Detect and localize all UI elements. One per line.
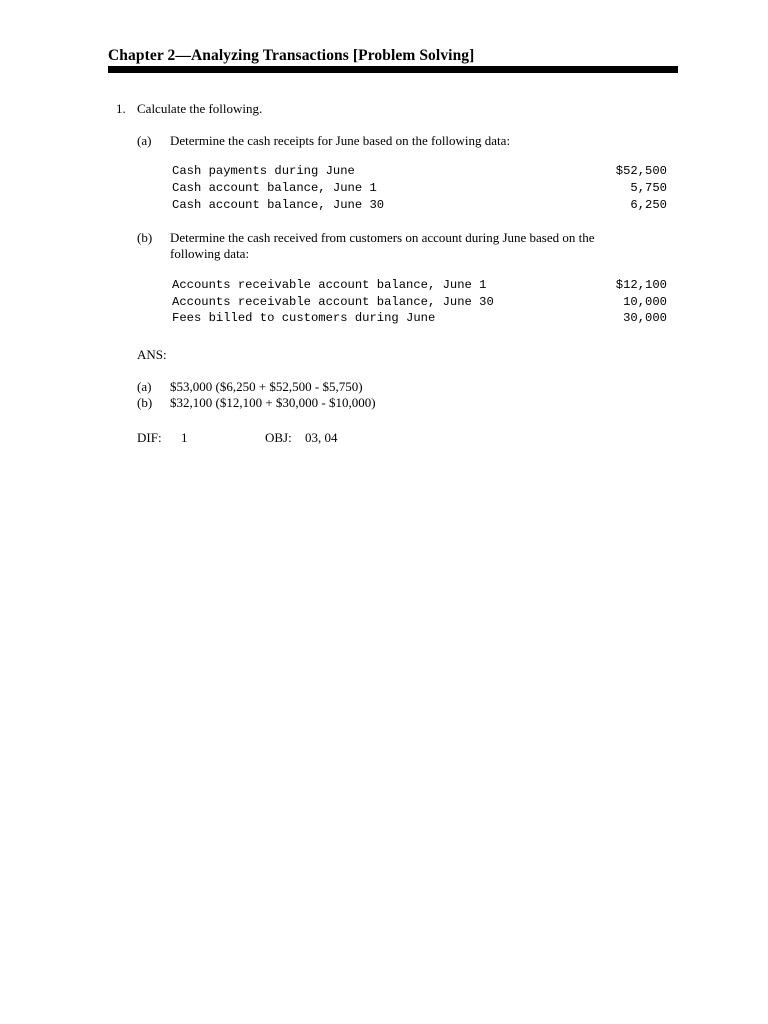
- answer-label: ANS:: [137, 347, 167, 362]
- answer-a-text: $53,000 ($6,250 + $52,500 - $5,750): [170, 379, 363, 394]
- part-b-text-line2: following data:: [170, 246, 250, 261]
- answer-b-text: $32,100 ($12,100 + $30,000 - $10,000): [170, 395, 376, 410]
- part-a-text: Determine the cash receipts for June based on the following data:: [170, 133, 511, 148]
- part-b-label: (b): [137, 230, 153, 245]
- part-b-row-amount: $12,100: [615, 278, 667, 292]
- dif-label: DIF:: [137, 430, 162, 445]
- part-a-row-amount: 6,250: [630, 198, 667, 212]
- answer-a-label: (a): [137, 379, 152, 394]
- part-b-row-amount: 30,000: [623, 311, 667, 325]
- obj-label: OBJ:: [265, 430, 292, 445]
- part-a-row-amount: 5,750: [630, 181, 667, 195]
- part-b-row-desc: Fees billed to customers during June: [172, 311, 436, 325]
- part-a-label: (a): [137, 133, 152, 148]
- question-number: 1.: [116, 101, 126, 116]
- page-title: Chapter 2—Analyzing Transactions [Problem Solving]: [108, 47, 475, 64]
- answer-b-label: (b): [137, 395, 153, 410]
- part-b-text-line1: Determine the cash received from customers on account during June based on the: [170, 230, 595, 245]
- dif-value: 1: [181, 430, 188, 445]
- part-a-row-desc: Cash account balance, June 30: [172, 198, 385, 212]
- part-b-row-desc: Accounts receivable account balance, June 1: [172, 278, 487, 292]
- part-b-row-desc: Accounts receivable account balance, June 30: [172, 295, 494, 309]
- part-a-row-amount: $52,500: [615, 164, 667, 178]
- part-a-row-desc: Cash payments during June: [172, 164, 355, 178]
- part-a-row-desc: Cash account balance, June 1: [172, 181, 377, 195]
- title-rule: [108, 66, 678, 73]
- question-prompt: Calculate the following.: [137, 101, 263, 116]
- part-b-row-amount: 10,000: [623, 295, 667, 309]
- obj-value: 03, 04: [305, 430, 338, 445]
